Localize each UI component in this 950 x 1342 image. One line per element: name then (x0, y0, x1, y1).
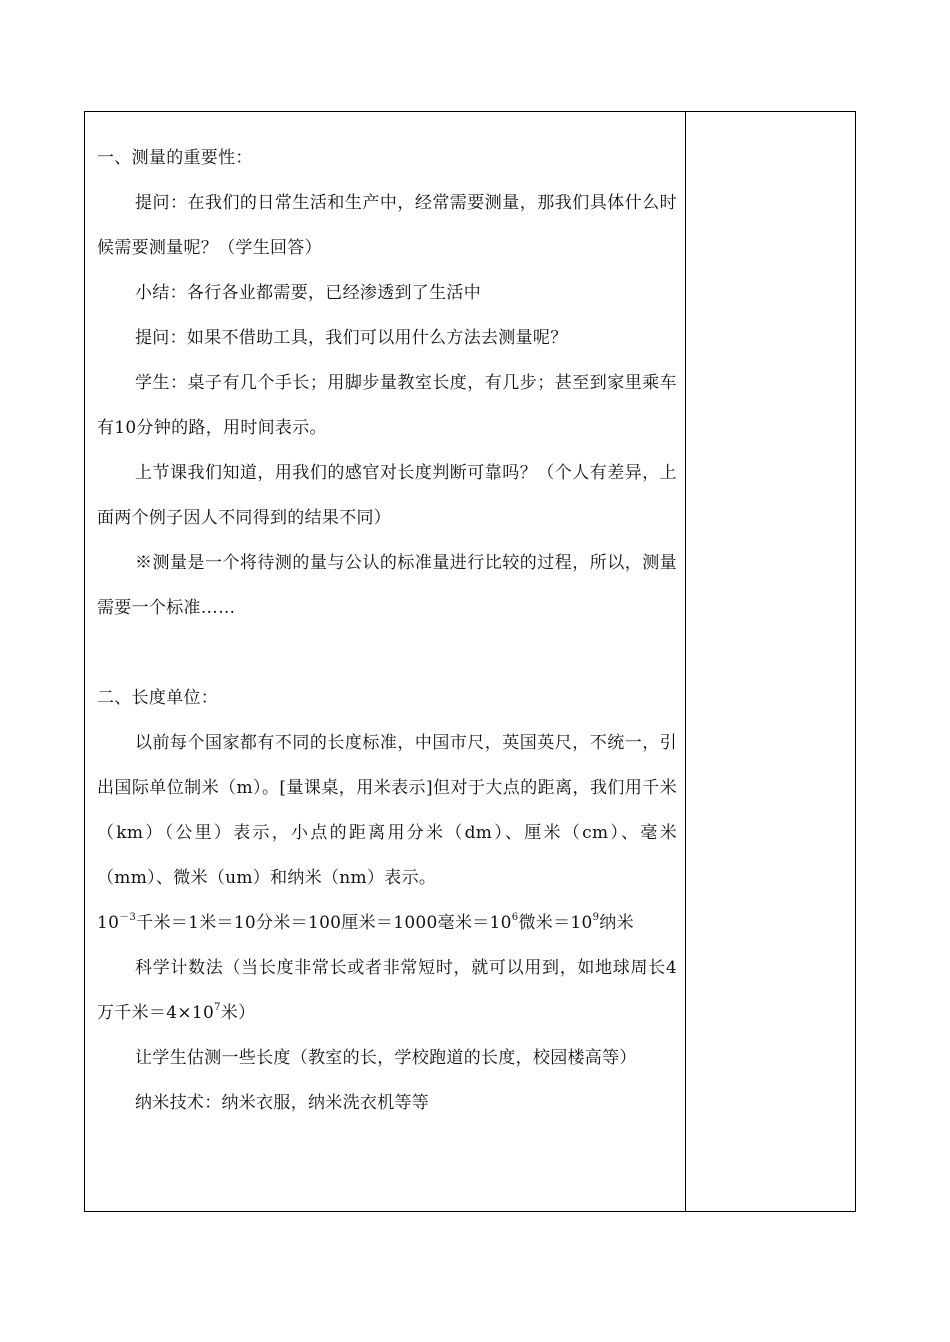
measurement-definition: ※测量是一个将待测的量与公认的标准量进行比较的过程，所以，测量需要一个标准…… (97, 553, 677, 618)
conversion-part2: 微米＝10 (518, 913, 593, 933)
summary-paragraph: 小结：各行各业都需要，已经渗透到了生活中 (135, 283, 481, 303)
sci-notation-exponent: 7 (214, 1002, 221, 1013)
length-units-paragraph: 以前每个国家都有不同的长度标准，中国市尺，英国英尺，不统一，引出国际单位制米（m）。[量课桌，用米表示]但对于大点的距离，我们用千米（km）（公里）表示，小点的距离用分米（dm）、厘米（cm）、毫米（mm）、微米（um）和纳米（nm）表示。 (97, 733, 677, 888)
scientific-notation-paragraph (97, 946, 677, 1036)
lesson-content-cell (97, 136, 677, 1126)
lesson-table (84, 111, 856, 1212)
question-without-tools: 提问：如果不借助工具，我们可以用什么方法去测量呢？ (135, 328, 568, 348)
unit-conversion-line (97, 901, 677, 946)
conversion-exponent-6: 6 (511, 912, 519, 923)
sci-notation-text2: 米） (220, 1003, 256, 1023)
conversion-part1: 千米＝1米＝10分米＝100厘米＝1000毫米＝10 (136, 913, 512, 933)
senses-reliability-paragraph: 上节课我们知道，用我们的感官对长度判断可靠吗？（个人有差异，上面两个例子因人不同得到的结果不同） (97, 463, 677, 528)
section-1-heading: 一、测量的重要性： (97, 148, 253, 168)
conversion-exponent-9: 9 (592, 912, 600, 923)
section-spacer (97, 631, 677, 676)
question-when-measure: 提问：在我们的日常生活和生产中，经常需要测量，那我们具体什么时候需要测量呢？（学生回答） (97, 193, 677, 258)
conversion-exponent-neg3: －3 (119, 912, 137, 923)
sci-notation-text1: 科学计数法（当长度非常长或者非常短时，就可以用到，如地球周长4万千米＝4×10 (97, 958, 677, 1023)
section-2-heading: 二、长度单位： (97, 688, 219, 708)
conversion-base: 10 (97, 913, 120, 933)
notes-column (686, 112, 856, 1211)
student-answer-paragraph: 学生：桌子有几个手长；用脚步量教室长度，有几步；甚至到家里乘车有10分钟的路，用时间表示。 (97, 373, 677, 438)
estimate-paragraph: 让学生估测一些长度（教室的长，学校跑道的长度，校园楼高等） (135, 1048, 637, 1068)
nanotech-paragraph: 纳米技术：纳米衣服，纳米洗衣机等等 (135, 1093, 430, 1113)
conversion-part3: 纳米 (599, 913, 634, 933)
